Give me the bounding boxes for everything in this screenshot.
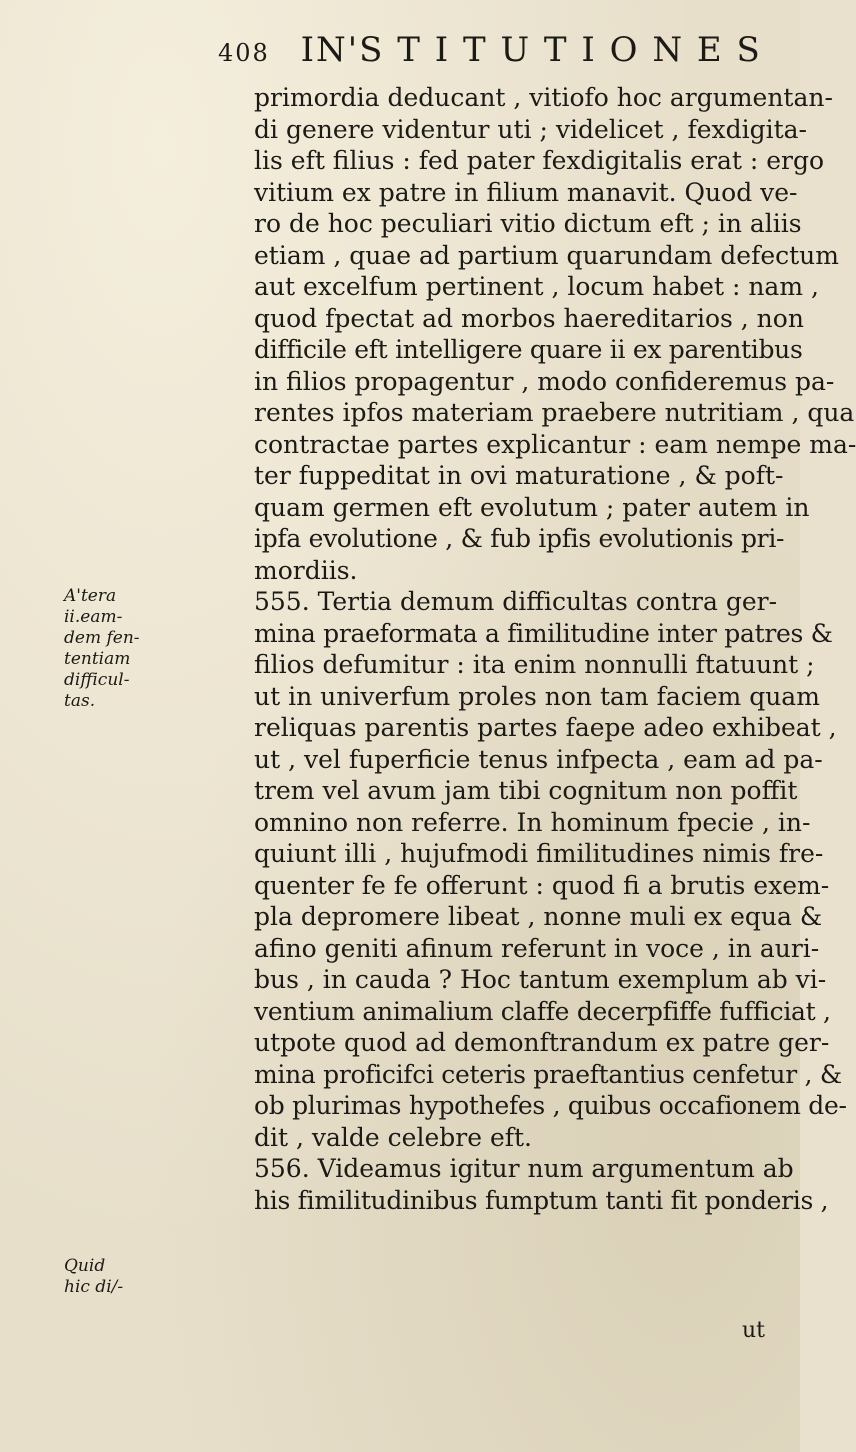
section-556-start: 556. Videamus igitur num argumentum ab [254,1154,794,1183]
text-line: omnino non referre. In hominum fpecie , in- [254,807,811,837]
text-line: lis eft filius : fed pater fexdigitalis erat : ergo [254,146,825,175]
text-line: bus , in cauda ? Hoc tantum exemplum ab vi- [254,965,827,994]
text-line: difficile eft intelligere quare ii ex parentibus [254,335,803,364]
text-line: aut excelfum pertinent , locum habet : nam , [254,272,819,301]
text-line: his fimilitudinibus fumptum tanti fit ponderis , [254,1185,829,1215]
margin-note-line: ii.eam- [64,607,123,627]
margin-note-line: tentiam [64,649,131,669]
running-header [218,30,762,72]
text-line: quod fpectat ad morbos haereditarios , non [254,303,804,333]
text-line: di genere videntur uti ; videlicet , fexdigita- [254,114,807,144]
text-line: ut in univerfum proles non tam faciem quam [254,681,820,711]
text-line: in filios propagentur , modo confideremus pa- [254,366,835,396]
text-line: vitium ex patre in filium manavit. Quod ve- [254,177,798,207]
margin-note-quid [64,1256,184,1298]
text-line: quiunt illi , hujufmodi fimilitudines nimis fre- [254,839,824,868]
text-line: ro de hoc peculiari vitio dictum eft ; in aliis [254,209,802,238]
margin-note-line: A'tera [64,586,117,606]
text-line: afino geniti afinum referunt in voce , in auri- [254,933,820,963]
text-line: ut , vel fuperficie tenus infpecta , eam ad pa- [254,744,823,774]
margin-note-line: dem fen- [64,628,140,648]
margin-note-altera [64,586,184,712]
body-text [254,82,856,1216]
margin-note-line: hic di/- [64,1277,124,1297]
text-line: primordia deducant , vitiofo hoc argumentan- [254,83,833,112]
text-line: filios defumitur : ita enim nonnulli ftatuunt ; [254,650,815,679]
text-line: quam germen eft evolutum ; pater autem in [254,492,810,522]
text-line: ventium animalium claffe decerpfiffe fufficiat , [254,996,831,1026]
text-line: reliquas parentis partes faepe adeo exhibeat , [254,713,837,742]
text-line: quenter fe fe offerunt : quod fi a brutis exem- [254,870,830,900]
margin-note-line: tas. [64,691,96,711]
text-line: pla depromere libeat , nonne muli ex equa & [254,902,823,931]
text-line: etiam , quae ad partium quarundam defectum [254,240,839,270]
text-line: ob plurimas hypothefes , quibus occafionem de- [254,1091,847,1120]
text-line: contractae partes explicantur : eam nempe ma- [254,429,856,459]
margin-note-line: difficul- [64,670,130,690]
text-line: mordiis. [254,555,358,585]
page-number: 408 [218,39,270,67]
text-line: dit , valde celebre eft. [254,1122,532,1152]
margin-note-line: Quid [64,1256,106,1276]
text-line: utpote quod ad demonftrandum ex patre ger- [254,1028,830,1057]
section-555-start: 555. Tertia demum difficultas contra ger- [254,587,778,616]
text-line: ter fuppeditat in ovi maturatione , & poft- [254,461,784,490]
text-line: rentes ipfos materiam praebere nutritiam , qua [254,398,855,427]
text-line: ipfa evolutione , & fub ipfis evolutionis pri- [254,524,785,553]
running-title: IN'S T I T U T I O N E S [300,30,762,70]
text-line: mina praeformata a fimilitudine inter patres & [254,618,833,648]
text-line: mina proficifci ceteris praeftantius cenfetur , & [254,1059,842,1089]
catchword: ut [742,1318,766,1343]
text-line: trem vel avum jam tibi cognitum non poffit [254,776,798,805]
